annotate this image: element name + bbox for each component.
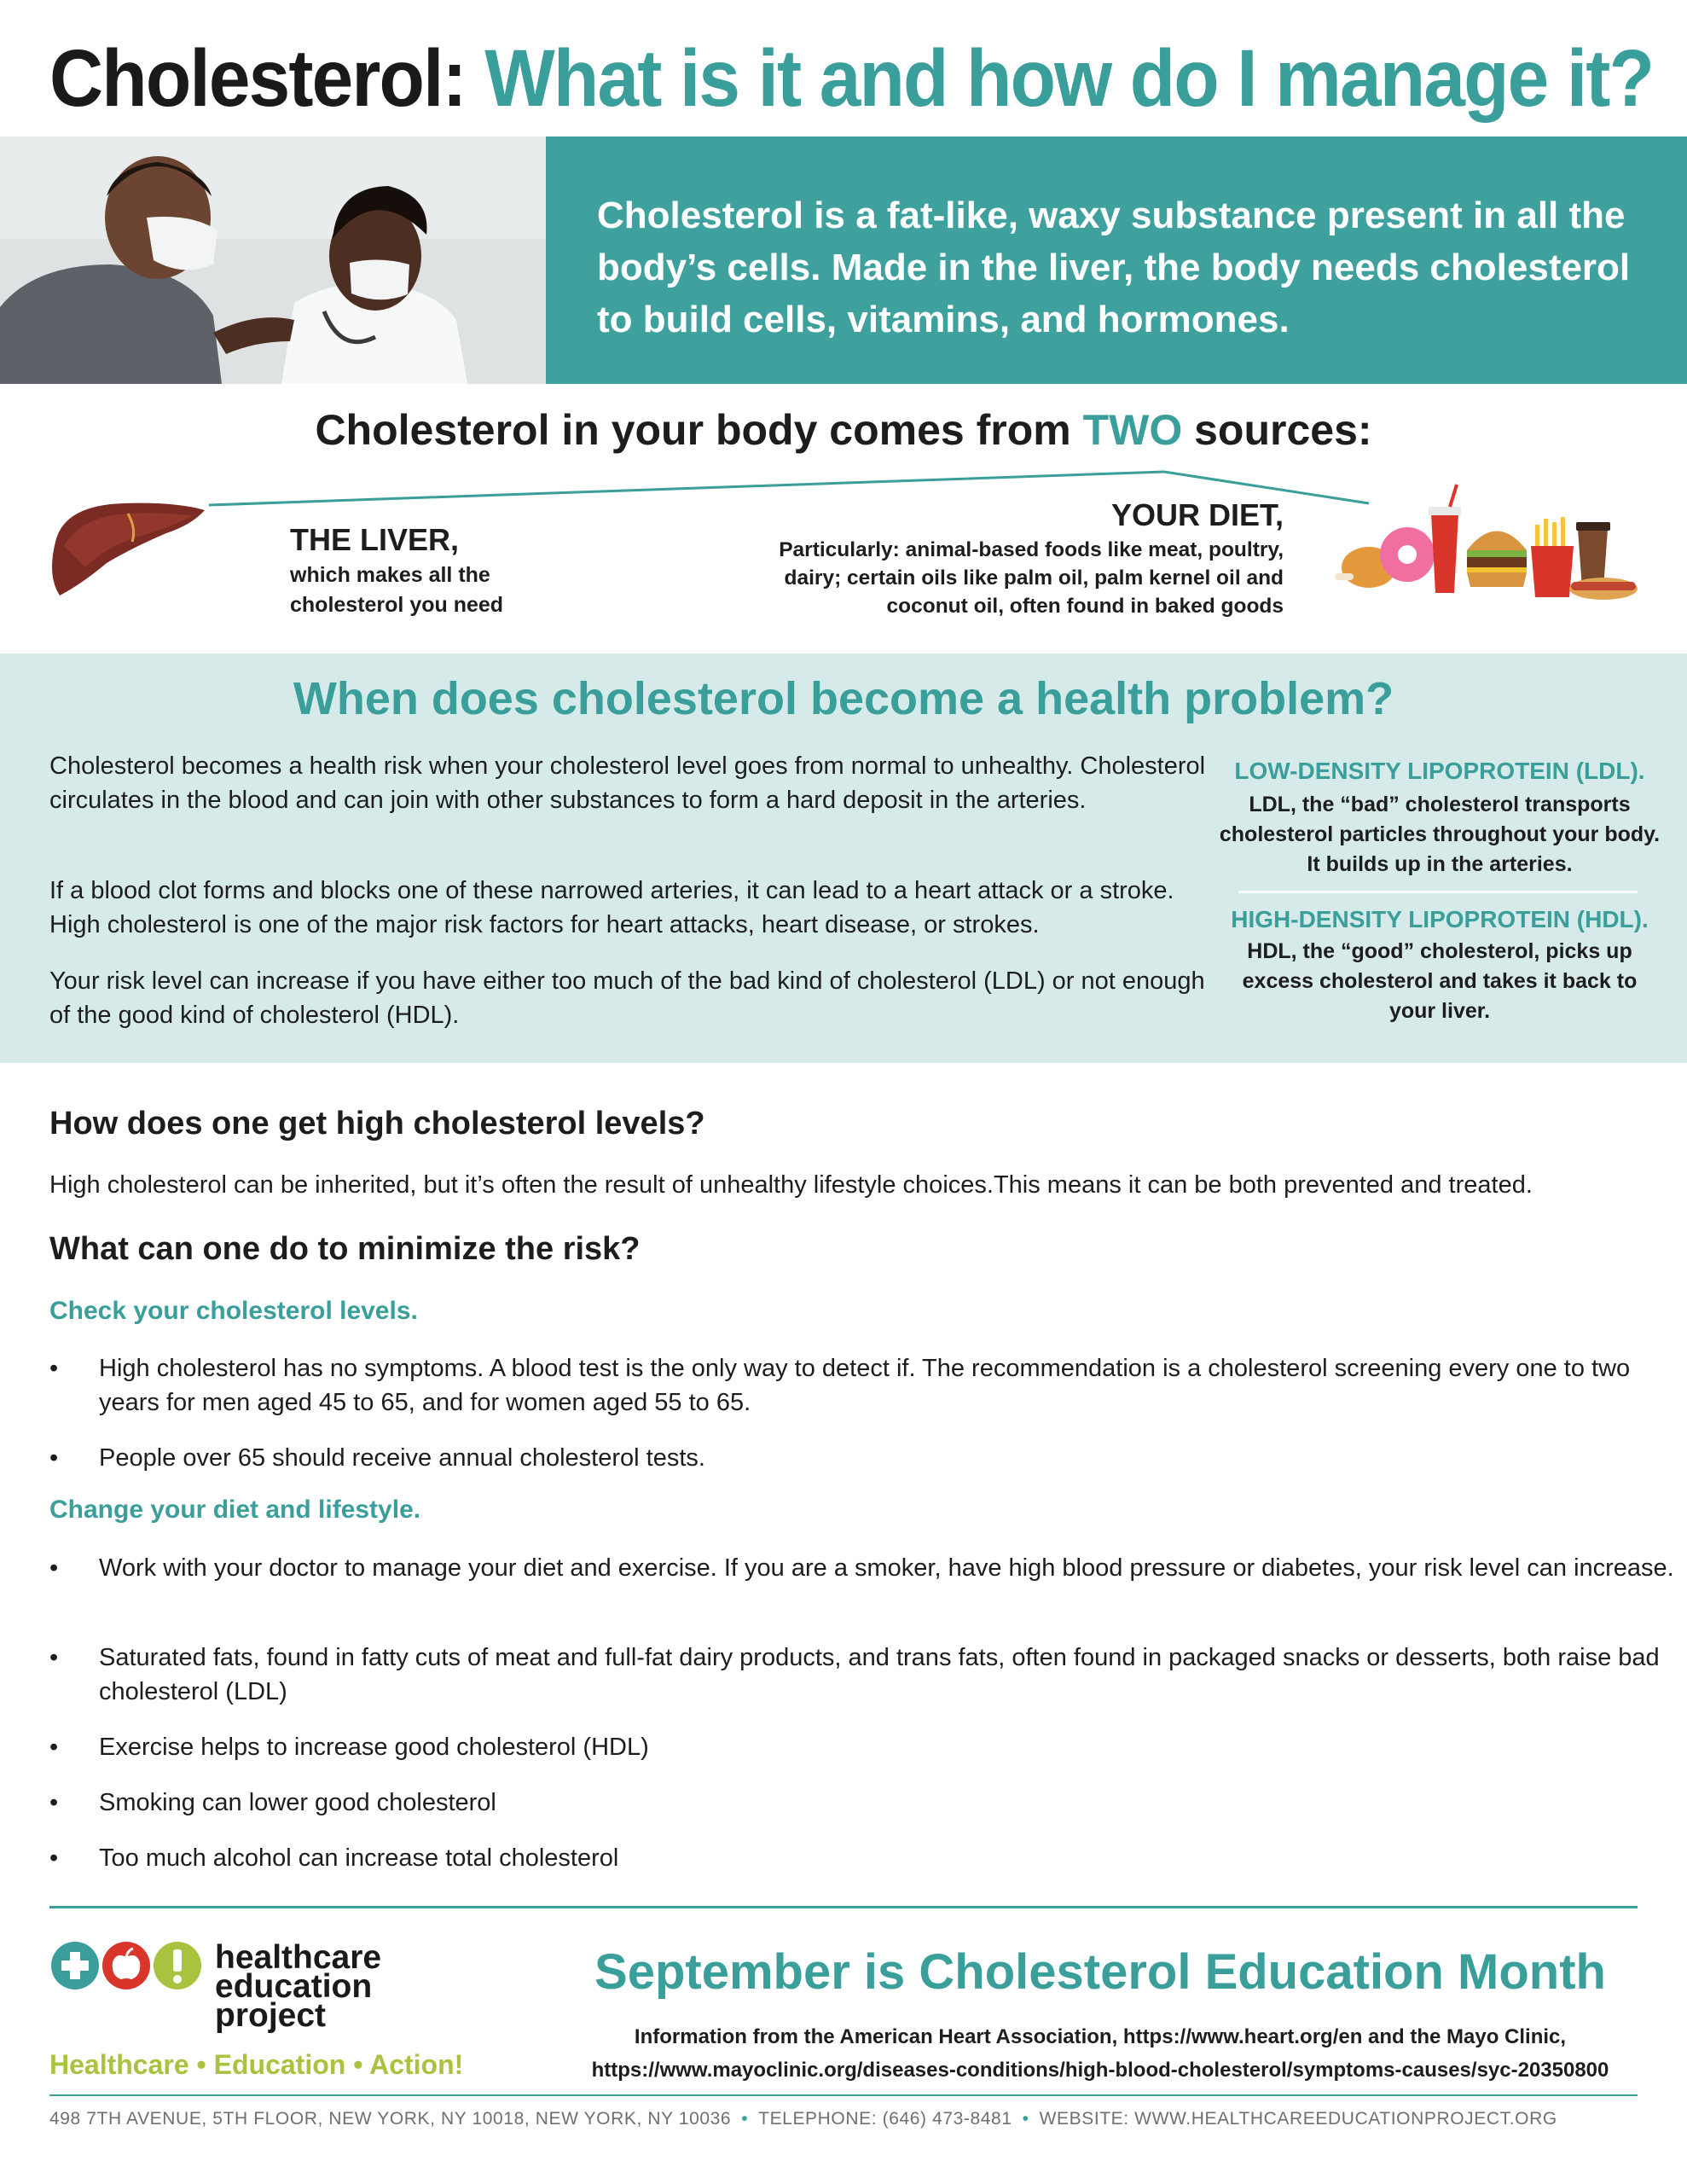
bullet-marker: • [49, 1844, 59, 1872]
website-link[interactable]: WEBSITE: WWW.HEALTHCAREEDUCATIONPROJECT.ORG [1039, 2109, 1557, 2129]
sources-info-line-1: Information from the American Heart Association, https://www.heart.org/en and the Mayo Clinic, [634, 2025, 1567, 2048]
logo-icons [49, 1938, 203, 1993]
bullet-marker: • [49, 1554, 59, 1582]
liver-description: which makes all the cholesterol you need [290, 563, 504, 617]
separator-dot: • [741, 2109, 749, 2129]
diet-title: YOUR DIET, [1110, 497, 1284, 532]
liver-title: THE LIVER, [290, 522, 460, 557]
exclamation-icon [154, 1942, 201, 1989]
hdl-title: HIGH-DENSITY LIPOPROTEIN (HDL). [1231, 906, 1649, 932]
telephone-text: TELEPHONE: (646) 473-8481 [758, 2109, 1012, 2129]
list-item-text: Work with your doctor to manage your diet and exercise. If you are a smoker, have high blood pressure or diabetes, your risk level can increase. [99, 1554, 1674, 1582]
sources-heading-two: TWO [1082, 406, 1183, 454]
list-item-text: Smoking can lower good cholesterol [99, 1789, 496, 1816]
list-item-text: People over 65 should receive annual cholesterol tests. [99, 1444, 705, 1472]
logo-wordmark [215, 1939, 382, 2034]
contact-bar [49, 2109, 1638, 2129]
sources-heading-pre: Cholesterol in your body comes from [315, 406, 1083, 454]
logo-line-2: education [215, 1968, 373, 2005]
subheading-diet-lifestyle: Change your diet and lifestyle. [49, 1496, 421, 1524]
list-item-text: Too much alcohol can increase total cholesterol [99, 1844, 619, 1872]
footer-divider-top [49, 1906, 1638, 1908]
diet-description: Particularly: animal-based foods like meat, poultry, dairy; certain oils like palm oil, palm kernel oil and coconut oil, often found in baked goods [779, 538, 1284, 618]
awareness-month-heading: September is Cholesterol Education Month [594, 1944, 1606, 2000]
liver-icon [47, 495, 209, 601]
health-problem-heading: When does cholesterol become a health problem? [293, 673, 1394, 724]
bullet-marker: • [49, 1355, 59, 1382]
logo-line-1: healthcare [215, 1939, 382, 1976]
title-part-1: Cholesterol: [49, 33, 466, 124]
title-part-2: What is it and how do I manage it? [484, 33, 1654, 124]
bullet-marker: • [49, 1644, 59, 1671]
answer-high-cholesterol: High cholesterol can be inherited, but it’s often the result of unhealthy lifestyle choices.This means it can be both prevented and treated. [49, 1171, 1533, 1199]
plus-icon [51, 1942, 99, 1989]
sidebar-divider [1238, 891, 1638, 893]
list-item-text: Saturated fats, found in fatty cuts of meat and full-fat dairy products, and trans fats, often found in packaged snacks or desserts, both raise bad cholesterol (LDL) [99, 1644, 1660, 1705]
separator-dot: • [1022, 2109, 1029, 2129]
list-item-text: High cholesterol has no symptoms. A blood test is the only way to detect if. The recommendation is a cholesterol screening every one to two years for men aged 45 to 65, and for women aged 55 to 65. [99, 1355, 1631, 1416]
health-problem-paragraph-1: Cholesterol becomes a health risk when your cholesterol level goes from normal to unhealthy. Cholesterol circulates in the blood and can join with other substances to form a hard deposit in the arteries. [49, 752, 1206, 814]
bullet-marker: • [49, 1734, 59, 1761]
bullet-marker: • [49, 1444, 59, 1472]
sources-info-line-2: https://www.mayoclinic.org/diseases-conditions/high-blood-cholesterol/symptoms-causes/syc-20350800 [591, 2059, 1609, 2082]
fast-food-icon [1330, 478, 1638, 606]
apple-icon [102, 1942, 150, 1989]
health-problem-paragraph-3: Your risk level can increase if you have either too much of the bad kind of cholesterol (LDL) or not enough of the good kind of cholesterol (HDL). [49, 967, 1205, 1029]
ldl-title: LOW-DENSITY LIPOPROTEIN (LDL). [1234, 758, 1645, 784]
hdl-text: HDL, the “good” cholesterol, picks up excess cholesterol and takes it back to your liver. [1242, 939, 1638, 1023]
logo-line-3: project [215, 1997, 327, 2034]
sources-info [546, 2020, 1655, 2087]
footer-divider-bottom [49, 2094, 1638, 2096]
bullet-marker: • [49, 1789, 59, 1816]
list-item-text: Exercise helps to increase good cholesterol (HDL) [99, 1734, 649, 1761]
connector-lines [0, 0, 1687, 546]
ldl-text: LDL, the “bad” cholesterol transports cholesterol particles throughout your body. It builds up in the arteries. [1219, 793, 1661, 876]
address-text: 498 7TH AVENUE, 5TH FLOOR, NEW YORK, NY 10018, NEW YORK, NY 10036 [49, 2109, 732, 2129]
question-high-cholesterol: How does one get high cholesterol levels? [49, 1106, 705, 1141]
subheading-check-levels: Check your cholesterol levels. [49, 1297, 418, 1325]
health-problem-paragraph-2: If a blood clot forms and blocks one of these narrowed arteries, it can lead to a heart attack or a stroke. High cholesterol is one of the major risk factors for heart attacks, heart disease, or strokes. [49, 877, 1174, 938]
tagline: Healthcare • Education • Action! [49, 2049, 464, 2080]
question-minimize-risk: What can one do to minimize the risk? [49, 1231, 641, 1267]
sources-heading-post: sources: [1182, 406, 1372, 454]
hero-text: Cholesterol is a fat-like, waxy substance present in all the body’s cells. Made in the liver, the body needs cholesterol to build cells, vitamins, and hormones. [597, 195, 1631, 340]
